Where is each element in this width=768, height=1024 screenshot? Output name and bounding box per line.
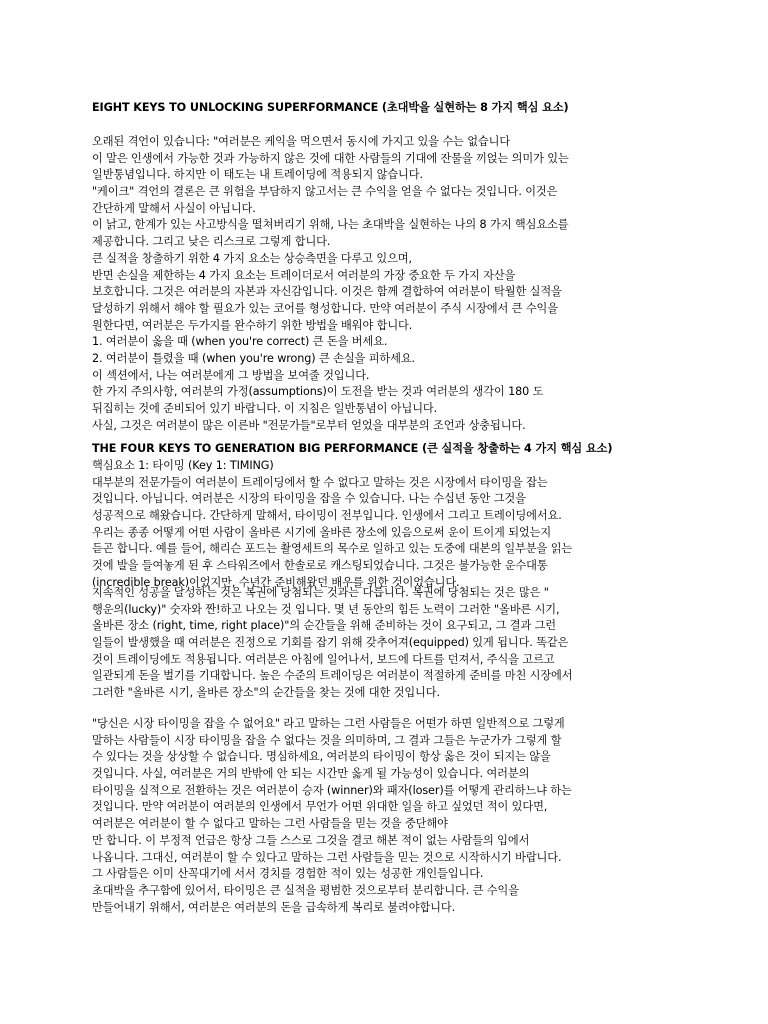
text-line: 이 낡고, 한계가 있는 사고방식을 떨쳐버리기 위해, 나는 초대박을 실현하는 나의 8 가지 핵심요소를 [92, 218, 569, 232]
text-line: 반면 손실을 제한하는 4 가지 요소는 트레이더로서 여러분의 가장 중요한 두 가지 자산을 [92, 268, 516, 282]
text-line: 원한다면, 여러분은 두가지를 완수하기 위한 방법을 배워야 합니다. [92, 318, 413, 332]
text-line: 달성하기 위해서 해야 할 필요가 있는 코어를 형성합니다. 만약 여러분이 주식 시장에서 큰 수익을 [92, 301, 558, 315]
paragraph [92, 134, 692, 434]
text-line: 우리는 종종 어떻게 어떤 사람이 올바른 시기에 올바른 장소에 있음으로써 운이 트이게 되었는지 [92, 525, 552, 539]
text-line: "당신은 시장 타이밍을 잡을 수 없어요" 라고 말하는 그런 사람들은 어떤가 하면 일반적으로 그렇게 [92, 717, 565, 730]
text-line: 대부분의 전문가들이 여러분이 트레이딩에서 할 수 없다고 말하는 것은 시장에서 타이밍을 잡는 [92, 475, 548, 489]
text-line: 한 가지 주의사항, 여러분의 가정(assumptions)이 도전을 받는 것과 여러분의 생각이 180 도 [92, 385, 544, 399]
text-line: 이 섹션에서, 나는 여러분에게 그 방법을 보여줄 것입니다. [92, 368, 370, 382]
text-line: 일관되게 돈을 벌기를 기대합니다. 높은 수준의 트레이딩은 여러분이 적절하게 준비를 마친 시장에서 [92, 669, 573, 683]
text-line: 행운의(lucky)" 숫자와 짠!하고 나오는 것 입니다. 몇 년 동안의 힘든 노력이 그러한 "올바른 시기, [92, 602, 560, 616]
text-line: 타이밍을 실적으로 전환하는 것은 여러분이 승자 (winner)와 패자(loser)를 어떻게 관리하느냐 하는 [92, 783, 572, 797]
heading-text: EIGHT KEYS TO UNLOCKING SUPERFORMANCE (초대박을 실현하는 8 가지 핵심 요소) [92, 101, 569, 114]
text-line: 일반통념입니다. 하지만 이 태도는 내 트레이딩에 적용되지 않습니다. [92, 168, 423, 182]
paragraph [92, 585, 692, 702]
text-line: (incredible break)이었지만, 수년간 준비해왔던 배우를 위한 것이었습니다. [92, 575, 460, 589]
text-line: 지속적인 성공을 달성하는 것은 복권에 당첨되는 것과는 다릅니다. 복권에 당첨되는 것은 많은 " [92, 586, 549, 599]
text-line: 일들이 발생했을 때 여러분은 진정으로 기회를 잡기 위해 갖추어져(equipped) 있게 됩니다. 똑같은 [92, 636, 569, 650]
text-line: 초대박을 추구함에 있어서, 타이밍은 큰 실적을 평범한 것으로부터 분리합니다. 큰 수익을 [92, 883, 519, 897]
text-line: 여러분은 여러분이 할 수 없다고 말하는 그런 사람들을 믿는 것을 중단해야 [92, 817, 448, 831]
text-line: 뒤집히는 것에 준비되어 있기 바랍니다. 이 지침은 일반통념이 아닙니다. [92, 402, 438, 415]
text-line: 제공합니다. 그리고 낮은 리스크로 그렇게 합니다. [92, 235, 331, 249]
text-line: 만들어내기 위해서, 여러분은 여러분의 돈을 급속하게 복리로 불려야합니다. [92, 900, 456, 914]
text-line: 이 말은 인생에서 가능한 것과 가능하지 않은 것에 대한 사람들의 기대에 잔물을 끼얹는 의미가 있는 [92, 151, 569, 165]
paragraph [92, 458, 692, 592]
text-line: 핵심요소 1: 타이밍 (Key 1: TIMING) [92, 459, 274, 472]
text-line: 2. 여러분이 틀렸을 때 (when you're wrong) 큰 손실을 피하세요. [92, 351, 416, 365]
text-line: 수 있다는 것을 상상할 수 없습니다. 명심하세요, 여러분의 타이밍이 항상 옳은 것이 되지는 않을 [92, 750, 551, 764]
text-line: 오래된 격언이 있습니다: "여러분은 케익을 먹으면서 동시에 가지고 있을 수는 없습니다 [92, 135, 511, 148]
text-line: 듣곤 합니다. 예를 들어, 해리슨 포드는 촬영세트의 목수로 일하고 있는 도중에 대본의 일부분을 읽는 [92, 542, 573, 556]
text-line: 성공적으로 해왔습니다. 간단하게 말해서, 타이밍이 전부입니다. 인생에서 그리고 트레이딩에서요. [92, 509, 562, 523]
text-line: 올바른 장소 (right, time, right place)"의 순간들을 위해 준비하는 것이 요구되고, 그 결과 그런 [92, 619, 557, 633]
text-line: 그러한 "올바른 시기, 올바른 장소"의 순간들을 찾는 것에 대한 것입니다. [92, 686, 440, 700]
text-line: 큰 실적을 창출하기 위한 4 가지 요소는 상승측면을 다루고 있으며, [92, 251, 412, 265]
text-line: 만 합니다. 이 부정적 언급은 항상 그들 스스로 그것을 결코 해본 적이 없는 사람들의 입에서 [92, 833, 530, 847]
text-line: "케이크" 격언의 결론은 큰 위험을 부담하지 않고서는 큰 수익을 얻을 수 없다는 것입니다. 이것은 [92, 185, 558, 199]
text-line: 사실, 그것은 여러분이 많은 이른바 "전문가들"로부터 얻었을 대부분의 조언과 상충됩니다. [92, 418, 526, 432]
section-heading [92, 100, 692, 117]
text-line: 보호합니다. 그것은 여러분의 자본과 자신감입니다. 이것은 함께 결합하여 여러분이 탁월한 실적을 [92, 285, 562, 299]
section-heading [92, 441, 692, 458]
text-line: 말하는 사람들이 시장 타이밍을 잡을 수 없다는 것을 의미하며, 그 결과 그들은 누군가가 그렇게 할 [92, 733, 562, 747]
text-line: 것입니다. 만약 여러분이 여러분의 인생에서 무언가 어떤 위대한 일을 하고 싶었던 적이 있다면, [92, 800, 548, 814]
text-line: 것이 트레이딩에도 적용됩니다. 여러분은 아침에 일어나서, 보드에 다트를 던져서, 주식을 고르고 [92, 652, 555, 666]
text-line: 것입니다. 사실, 여러분은 거의 반밖에 안 되는 시간만 옳게 될 가능성이 있습니다. 여러분의 [92, 767, 530, 781]
text-line: 간단하게 말해서 사실이 아닙니다. [92, 201, 256, 215]
text-line: 그 사람들은 이미 산꼭대기에 서서 경치를 경험한 적이 있는 성공한 개인들입니다. [92, 867, 484, 881]
text-line: 것입니다. 아닙니다. 여러분은 시장의 타이밍을 잡을 수 있습니다. 나는 수십년 동안 그것을 [92, 492, 526, 506]
heading-text: THE FOUR KEYS TO GENERATION BIG PERFORMANCE (큰 실적을 창출하는 4 가지 핵심 요소) [92, 442, 613, 455]
text-line: 것에 발을 들여놓게 된 후 스타워즈에서 한솔로로 캐스팅되었습니다. 그것은 불가능한 운수대통 [92, 559, 548, 573]
text-line: 1. 여러분이 옳을 때 (when you're correct) 큰 돈을 버세요. [92, 335, 388, 349]
text-line: 나옵니다. 그대신, 여러분이 할 수 있다고 말하는 그런 사람들을 믿는 것으로 시작하시기 바랍니다. [92, 850, 562, 864]
paragraph [92, 716, 692, 916]
